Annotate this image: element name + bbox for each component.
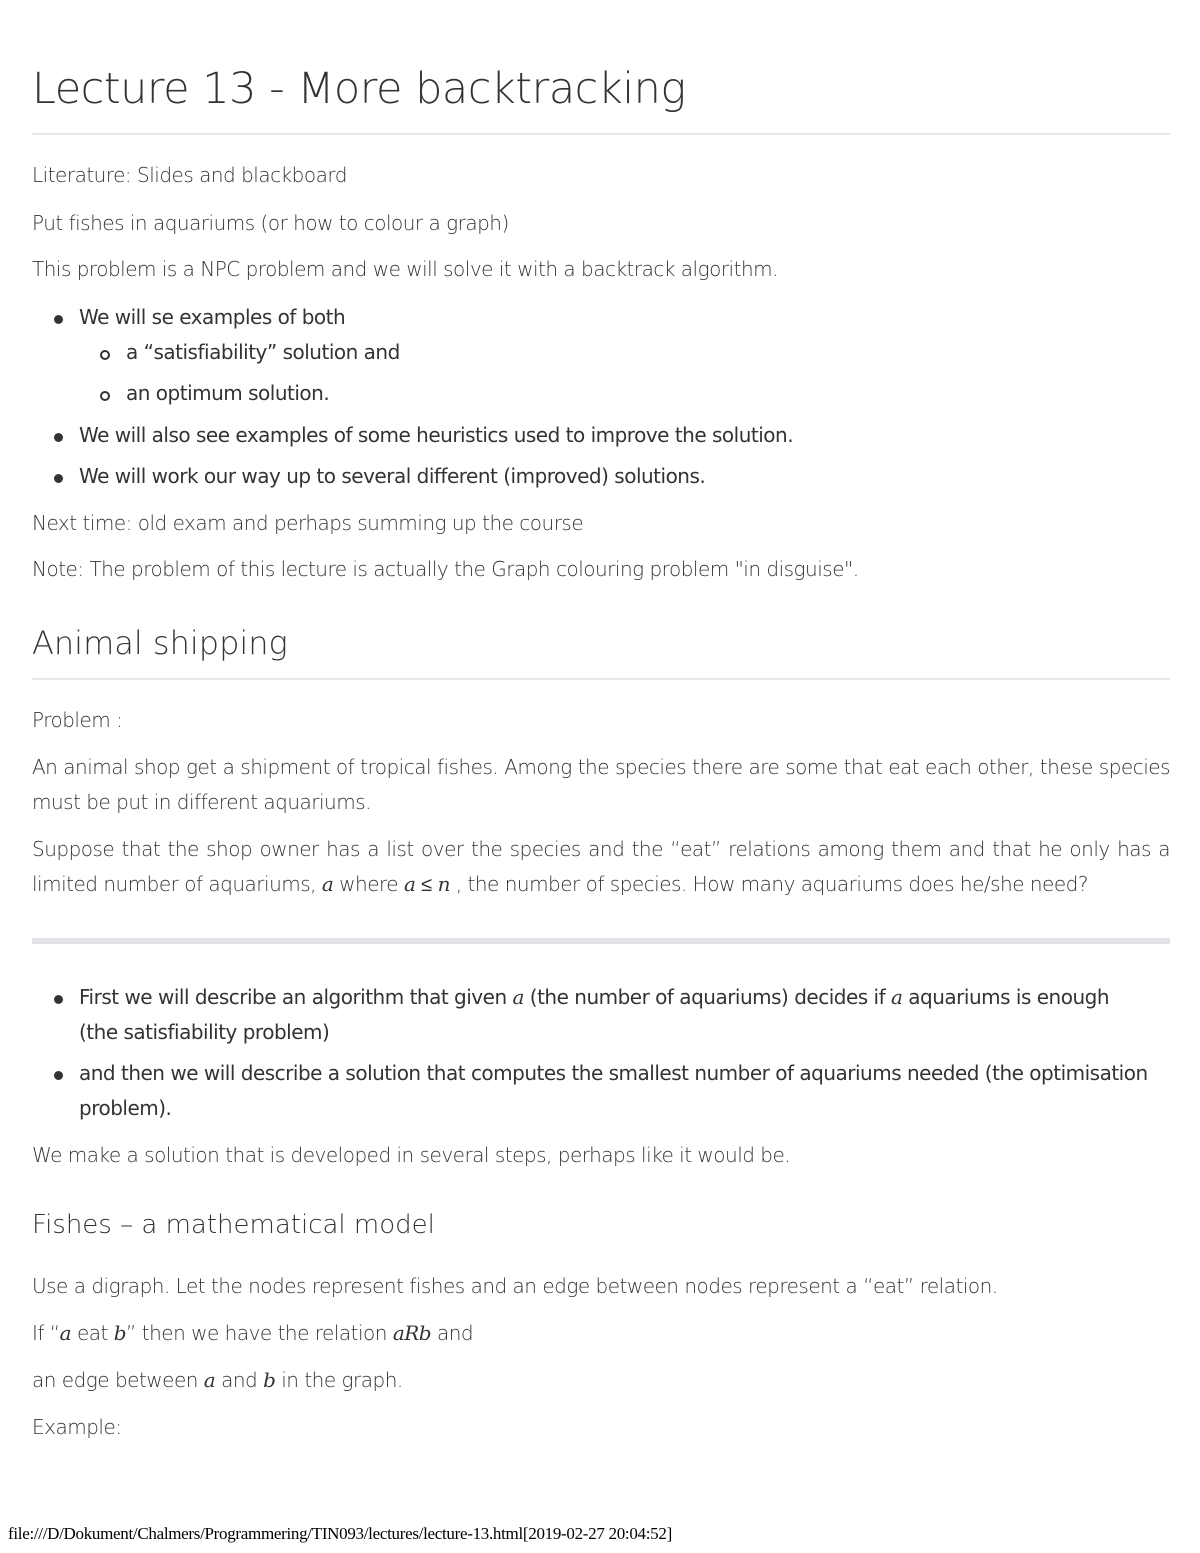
bullet-icon xyxy=(54,995,63,1004)
list-item: We will se examples of both xyxy=(79,305,346,329)
horizontal-separator xyxy=(32,938,1170,944)
page-title: Lecture 13 - More backtracking xyxy=(32,64,686,114)
math-aRb: aRb xyxy=(392,1321,432,1345)
note-line: Note: The problem of this lecture is actually the Graph colouring problem "in disguise". xyxy=(32,557,859,581)
math-a: a xyxy=(891,985,903,1009)
problem-paragraph-2: Suppose that the shop owner has a list over the species and the “eat” relations among them and that he only has a limited number of aquariums, a where a ≤ n , the number of species. How many aquariums does he/she need? xyxy=(32,837,1170,896)
relation-line: If “a eat b” then we have the relation aRb and xyxy=(32,1321,474,1345)
next-time-line: Next time: old exam and perhaps summing up the course xyxy=(32,511,584,535)
problem-paragraph-1: An animal shop get a shipment of tropical fishes. Among the species there are some that eat each other, these species must be put in different aquariums. xyxy=(32,755,1170,814)
list-item: We will work our way up to several different (improved) solutions. xyxy=(79,464,706,488)
title-divider xyxy=(32,133,1170,135)
digraph-line: Use a digraph. Let the nodes represent fishes and an edge between nodes represent a “eat” relation. xyxy=(32,1274,998,1298)
list-item: an optimum solution. xyxy=(126,381,330,405)
section-heading-math-model: Fishes – a mathematical model xyxy=(32,1210,435,1240)
math-a: a xyxy=(203,1368,216,1392)
math-a: a xyxy=(321,872,334,896)
print-footer-url: file:///D/Dokument/Chalmers/Programmering/TIN093/lectures/lecture-13.html[2019-02-27 20:04:52] xyxy=(8,1524,672,1543)
bullet-icon xyxy=(54,315,63,324)
bullet-icon xyxy=(54,1071,63,1080)
bullet-icon xyxy=(54,474,63,483)
math-a: a xyxy=(403,872,416,896)
math-a: a xyxy=(59,1321,72,1345)
section-divider xyxy=(32,678,1170,680)
math-b: b xyxy=(113,1321,127,1345)
math-a: a xyxy=(512,985,524,1009)
circle-bullet-icon xyxy=(100,391,110,401)
math-n: n xyxy=(437,872,450,896)
bullet-icon xyxy=(54,433,63,442)
section-heading-animal-shipping: Animal shipping xyxy=(32,624,288,662)
literature-line: Literature: Slides and blackboard xyxy=(32,163,347,187)
npc-line: This problem is a NPC problem and we will solve it with a backtrack algorithm. xyxy=(32,257,778,281)
solution-steps-line: We make a solution that is developed in several steps, perhaps like it would be. xyxy=(32,1143,791,1167)
problem-label: Problem : xyxy=(32,708,123,732)
list-item: We will also see examples of some heuristics used to improve the solution. xyxy=(79,423,794,447)
topic-line: Put fishes in aquariums (or how to colour a graph) xyxy=(32,211,509,235)
math-b: b xyxy=(263,1368,276,1392)
list-item: First we will describe an algorithm that given a (the number of aquariums) decides if a aquariums is enough (the satisfiability problem) xyxy=(79,985,1109,1044)
example-label: Example: xyxy=(32,1415,122,1439)
edge-line: an edge between a and b in the graph. xyxy=(32,1368,403,1392)
circle-bullet-icon xyxy=(100,350,110,360)
list-item: a “satisfiability” solution and xyxy=(126,340,400,364)
list-item: and then we will describe a solution that computes the smallest number of aquariums needed (the optimisation problem). xyxy=(79,1061,1148,1120)
